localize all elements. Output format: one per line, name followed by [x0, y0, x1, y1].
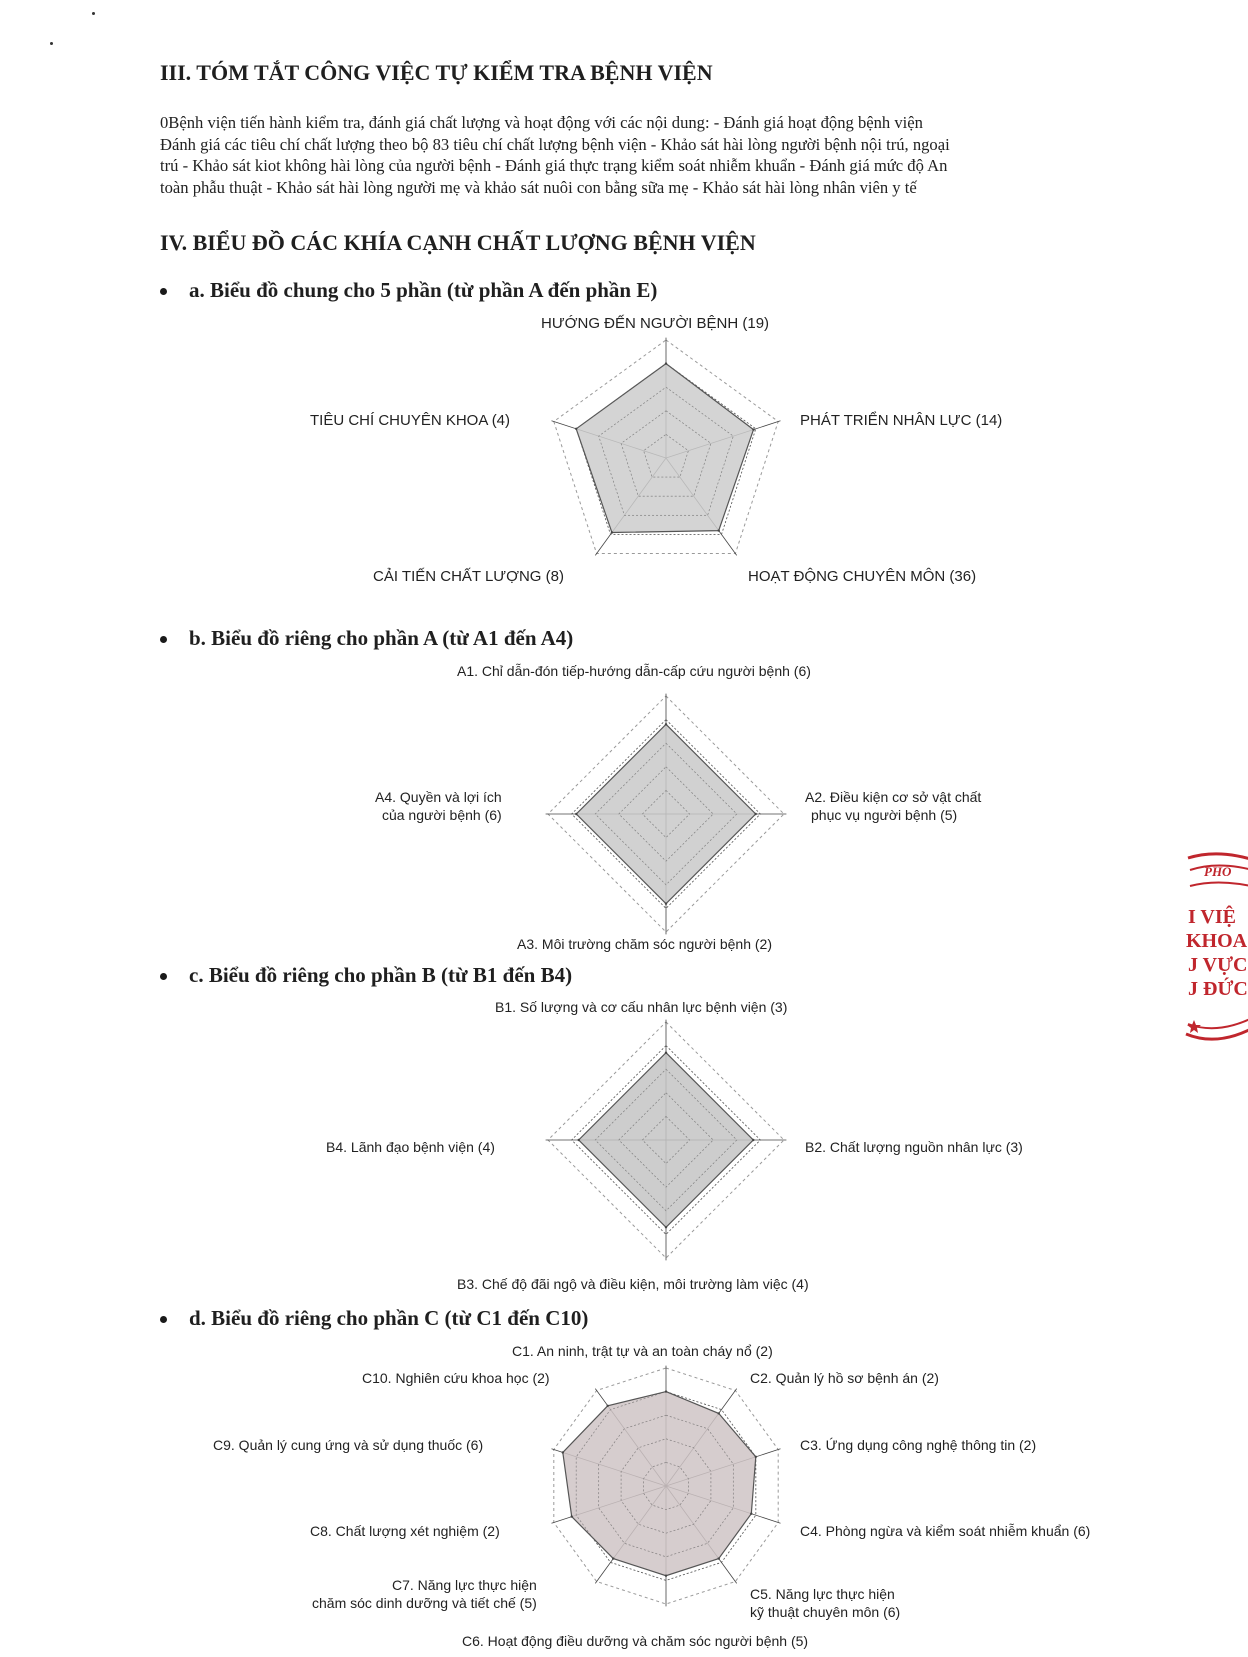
label-line: của người bệnh (6) — [381, 807, 502, 823]
radar-d-point — [571, 1515, 573, 1517]
stamp-text: I VIỆ — [1188, 906, 1236, 928]
radar-d-point — [750, 1513, 752, 1515]
radar-d-point — [607, 1405, 609, 1407]
radar-a-label-4: CẢI TIẾN CHẤT LƯỢNG (8) — [373, 568, 564, 585]
radar-d-point — [718, 1557, 720, 1559]
radar-d-series-area — [563, 1392, 756, 1576]
radar-d-label-5 — [750, 1585, 900, 1621]
official-stamp-fragment — [1180, 848, 1248, 1058]
paragraph-line: trú - Khảo sát kiot không hài lòng của người bệnh - Đánh giá thực trạng kiểm soát nhiễm khuẩn - Đánh giá mức độ An — [160, 156, 948, 175]
paragraph-line: toàn phẫu thuật - Khảo sát hài lòng người mẹ và khảo sát nuôi con bằng sữa mẹ - Khảo sát hài lòng nhân viên y tế — [160, 177, 917, 197]
radar-b-label-1: A1. Chỉ dẫn-đón tiếp-hướng dẫn-cấp cứu người bệnh (6) — [457, 663, 811, 679]
radar-a-label-5: TIÊU CHÍ CHUYÊN KHOA (4) — [310, 412, 511, 429]
paragraph-line: 0Bệnh viện tiến hành kiểm tra, đánh giá chất lượng và hoạt động với các nội dung: - Đánh giá hoạt động bệnh viện — [160, 113, 923, 132]
radar-a-label-1: HƯỚNG ĐẾN NGƯỜI BỆNH (19) — [541, 315, 770, 332]
radar-c-label-3: B3. Chế độ đãi ngộ và điều kiện, môi trường làm việc (4) — [457, 1276, 809, 1292]
section-3-heading: III. TÓM TẮT CÔNG VIỆC TỰ KIỂM TRA BỆNH VIỆN — [160, 60, 713, 85]
radar-d-point — [665, 1575, 667, 1577]
section-4-heading: IV. BIỂU ĐỒ CÁC KHÍA CẠNH CHẤT LƯỢNG BỆNH VIỆN — [160, 230, 756, 255]
stamp-text: J VỰC — [1188, 954, 1248, 976]
subsection-d-title: d. Biểu đồ riêng cho phần C (từ C1 đến C10) — [189, 1306, 589, 1330]
radar-d-label-6: C6. Hoạt động điều dưỡng và chăm sóc người bệnh (5) — [462, 1633, 809, 1649]
radar-d-point — [612, 1557, 614, 1559]
radar-d-label-9: C9. Quản lý cung ứng và sử dụng thuốc (6) — [213, 1437, 484, 1453]
stamp-text: PHÓ — [1204, 864, 1232, 879]
radar-d-label-1: C1. An ninh, trật tự và an toàn cháy nổ (2) — [512, 1343, 773, 1359]
radar-c-label-1: B1. Số lượng và cơ cấu nhân lực bệnh viện (3) — [495, 999, 788, 1015]
radar-a-label-2: PHÁT TRIỂN NHÂN LỰC (14) — [800, 412, 1003, 429]
label-line: A2. Điều kiện cơ sở vật chất — [805, 789, 982, 805]
radar-c-label-4: B4. Lãnh đạo bệnh viện (4) — [326, 1139, 495, 1155]
radar-d-point — [755, 1456, 757, 1458]
label-line: chăm sóc dinh dưỡng và tiết chế (5) — [312, 1595, 537, 1611]
radar-c-label-2: B2. Chất lượng nguồn nhân lực (3) — [805, 1139, 1023, 1155]
radar-d-label-7 — [312, 1576, 537, 1612]
radar-b-label-3: A3. Môi trường chăm sóc người bệnh (2) — [517, 936, 772, 952]
radar-d-label-10: C10. Nghiên cứu khoa học (2) — [362, 1370, 550, 1386]
radar-d-label-8: C8. Chất lượng xét nghiệm (2) — [310, 1523, 500, 1539]
radar-d-label-3: C3. Ứng dụng công nghệ thông tin (2) — [800, 1437, 1037, 1453]
radar-a-label-3: HOẠT ĐỘNG CHUYÊN MÔN (36) — [748, 568, 977, 585]
subsection-c-title: c. Biểu đồ riêng cho phần B (từ B1 đến B4) — [189, 963, 573, 987]
radar-d-point — [665, 1390, 667, 1392]
stamp-text: J ĐỨC — [1188, 978, 1248, 1000]
subsection-a-title: a. Biểu đồ chung cho 5 phần (từ phần A đến phần E) — [189, 278, 658, 302]
label-line: A4. Quyền và lợi ích — [375, 789, 502, 805]
radar-d-point — [562, 1451, 564, 1453]
subsection-b-title: b. Biểu đồ riêng cho phần A (từ A1 đến A4) — [189, 626, 574, 650]
stamp-text: KHOA — [1186, 930, 1248, 952]
label-line: kỹ thuật chuyên môn (6) — [750, 1604, 901, 1620]
radar-d-point — [718, 1412, 720, 1414]
label-line: C7. Năng lực thực hiện — [391, 1577, 537, 1593]
label-line: phục vụ người bệnh (5) — [811, 807, 958, 823]
paragraph-line: Đánh giá các tiêu chí chất lượng theo bộ 83 tiêu chí chất lượng bệnh viện - Khảo sát hài lòng người bệnh nội trú, ngoại — [160, 134, 950, 154]
label-line: C5. Năng lực thực hiện — [750, 1586, 895, 1602]
radar-d-label-4: C4. Phòng ngừa và kiểm soát nhiễm khuẩn (6) — [800, 1523, 1091, 1539]
radar-d-label-2: C2. Quản lý hồ sơ bệnh án (2) — [750, 1370, 939, 1386]
